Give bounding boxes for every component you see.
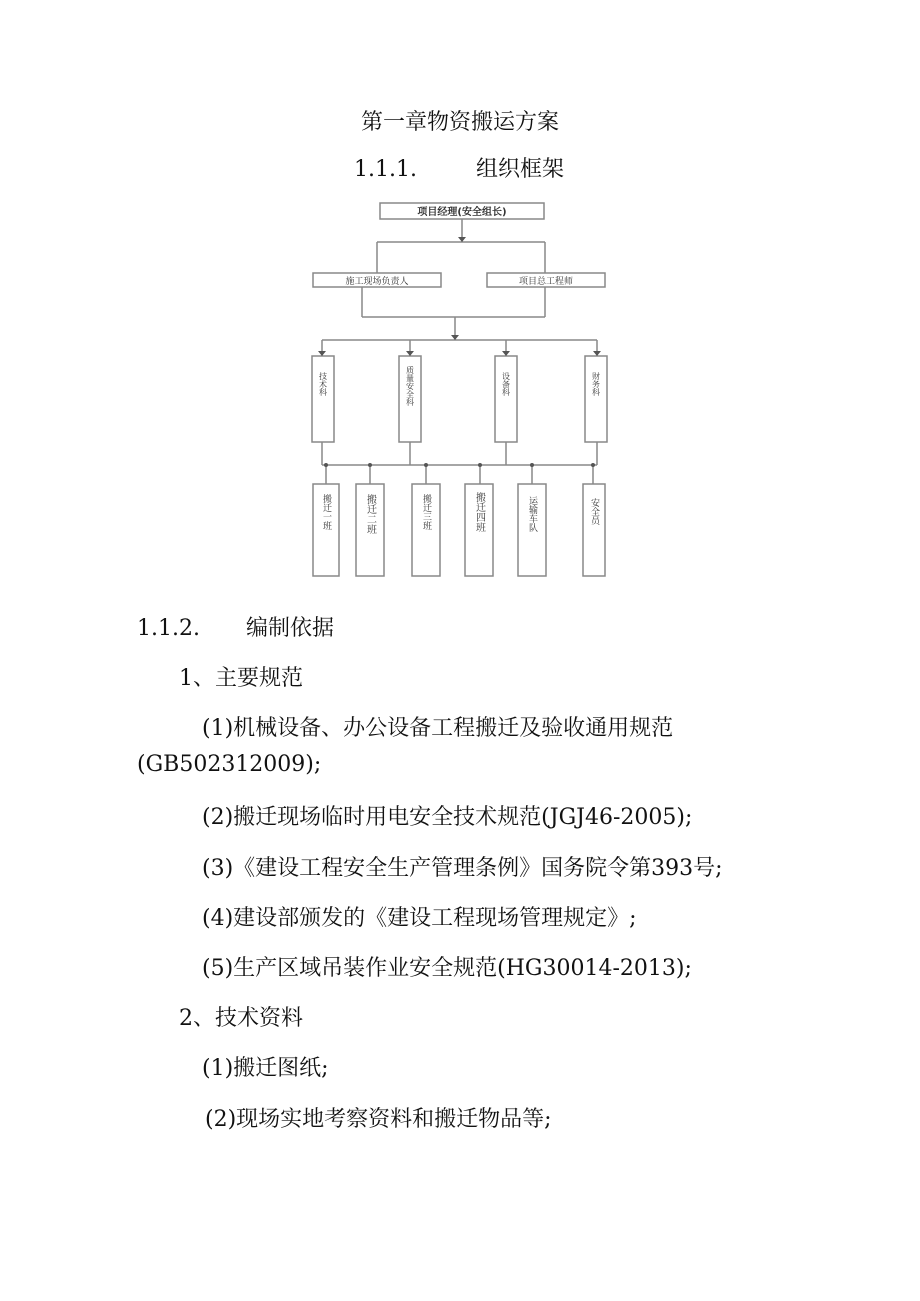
org-chart (0, 0, 920, 600)
subheading-tech-docs: 2、技术资料 (179, 1006, 303, 1031)
org-dept-label-3: 设备科 (501, 372, 511, 396)
org-top-label: 项目经理(安全组长) (417, 207, 507, 218)
org-team-label-6: 安全员 (589, 498, 599, 525)
org-dept-label-2: 质量安全科 (405, 366, 415, 406)
org-team-label-2: 搬迁二班 (364, 494, 376, 534)
org-dept-box-4 (585, 356, 607, 442)
org-team-label-1: 搬迁一班 (321, 494, 331, 530)
org-team-label-3: 搬迁三班 (421, 494, 431, 530)
standard-item-2: (2)搬迁现场临时用电安全技术规范(JGJ46-2005); (202, 805, 693, 830)
standard-item-3: (3)《建设工程安全生产管理条例》国务院令第393号; (202, 856, 723, 881)
org-dept-box-1 (312, 356, 334, 442)
org-dept-label-1: 技术科 (318, 372, 328, 396)
tech-item-1: (1)搬迁图纸; (202, 1056, 329, 1081)
org-team-label-4: 搬迁四班 (473, 492, 485, 532)
org-dept-box-3 (495, 356, 517, 442)
standard-item-1-cont: (GB502312009); (137, 752, 322, 777)
section-number-112: 1.1.2. (137, 616, 200, 641)
section-number-111: 1.1.1. (354, 157, 417, 182)
section-title-112: 编制依据 (246, 616, 335, 641)
tech-item-2: (2)现场实地考察资料和搬迁物品等; (205, 1107, 552, 1132)
org-dept-label-4: 财务科 (591, 372, 601, 396)
org-team-label-5: 运输车队 (527, 496, 537, 532)
org-level2-label-1: 施工现场负责人 (345, 277, 409, 287)
standard-item-4: (4)建设部颁发的《建设工程现场管理规定》; (202, 906, 637, 931)
standard-item-5: (5)生产区域吊装作业安全规范(HG30014-2013); (202, 956, 692, 981)
page-title: 第一章物资搬运方案 (360, 110, 559, 135)
org-level2-label-2: 项目总工程师 (518, 277, 574, 287)
section-title-111: 组织框架 (476, 157, 565, 182)
subheading-main-standards: 1、主要规范 (179, 666, 303, 691)
standard-item-1: (1)机械设备、办公设备工程搬迁及验收通用规范 (202, 716, 674, 741)
